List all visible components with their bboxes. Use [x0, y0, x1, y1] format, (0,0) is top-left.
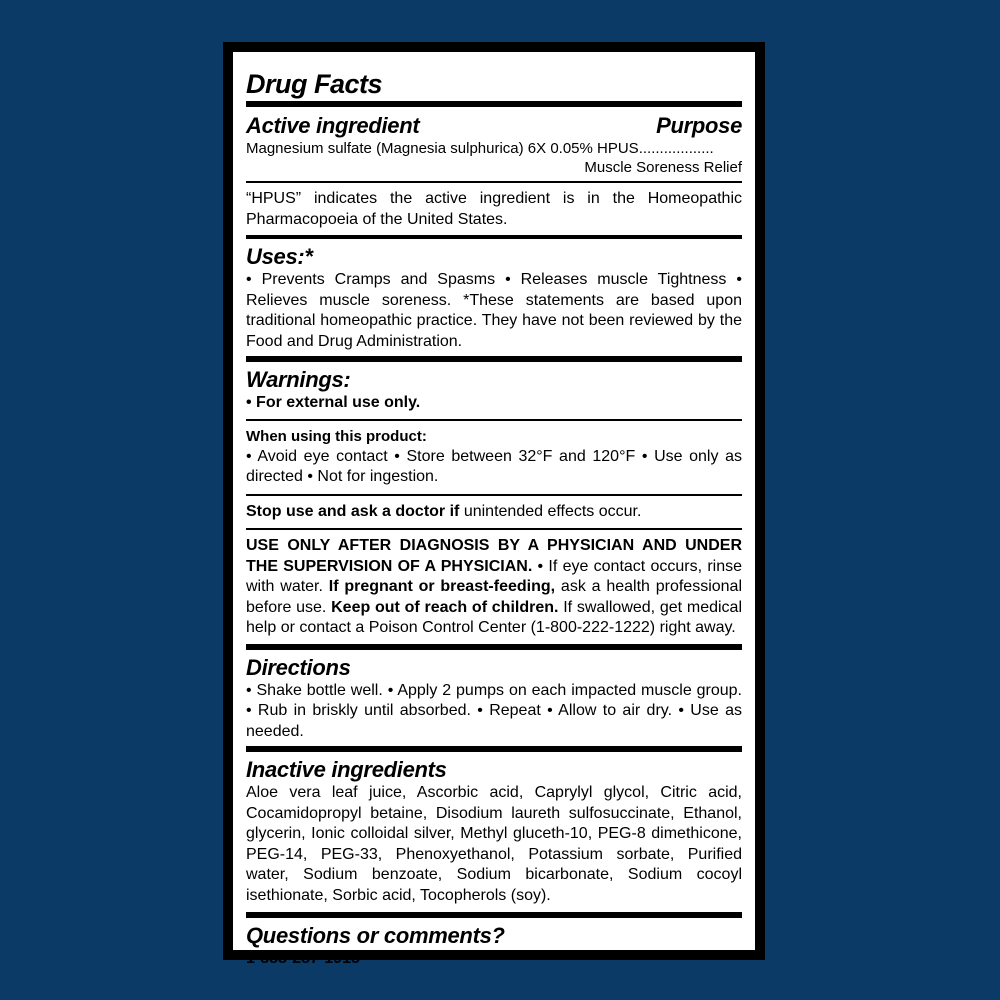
active-ingredient-text: Magnesium sulfate (Magnesia sulphurica) 6X 0.05% HPUS..................	[246, 140, 714, 157]
directions-text: • Shake bottle well. • Apply 2 pumps on each impacted muscle group. • Rub in briskly until absorbed. • Repeat • Allow to air dry. • Use as needed.	[246, 681, 742, 740]
physician-section	[246, 530, 742, 644]
children-bold: Keep out of reach of children.	[331, 598, 559, 616]
directions-section	[246, 650, 742, 747]
directions-heading: Directions	[246, 654, 351, 680]
drug-facts-title: Drug Facts	[246, 69, 383, 99]
hpus-note-section	[246, 183, 742, 235]
divider	[246, 101, 742, 107]
drug-facts-label-border	[223, 42, 765, 967]
pregnant-bold: If pregnant or breast-feeding,	[328, 578, 556, 595]
active-ingredient-heading: Active ingredient	[246, 113, 420, 138]
stop-use-bold: Stop use and ask a doctor if	[246, 502, 460, 520]
inactive-ingredients-heading: Inactive ingredients	[246, 757, 447, 782]
questions-phone: 1-888-287-1915	[246, 950, 360, 967]
when-using-heading: When using this product:	[246, 427, 427, 445]
children-detail: If swallowed, get medical help or contact a Poison Control Center (1-800-222-1222) right away.	[246, 598, 743, 636]
uses-heading: Uses:*	[246, 244, 313, 269]
drug-facts-label	[233, 52, 755, 967]
uses-text: • Prevents Cramps and Spasms • Releases muscle Tightness • Relieves muscle soreness. *These statements are based upon traditional homeopathic practice. They have not been reviewed by the Food and Drug Administration.	[246, 271, 742, 350]
physician-warning	[246, 536, 742, 639]
inactive-ingredients-text: Aloe vera leaf juice, Ascorbic acid, Caprylyl glycol, Citric acid, Cocamidopropyl betaine, Disodium laureth sulfosuccinate, Ethanol, glycerin, Ionic colloidal silver, Methyl gluceth-10, PEG-8 dimethicone, PEG-14, PEG-33, Phenoxyethanol, Potassium sorbate, Purified water, Sodium benzoate, Sodium bicarbonate, Sodium cocoyl isethionate, Sorbic acid, Tocopherols (soy).	[246, 784, 742, 904]
physician-detail: • If eye contact occurs, rinse with water.	[246, 557, 743, 595]
stop-use-section	[246, 496, 742, 529]
purpose-heading: Purpose	[656, 113, 742, 138]
questions-section	[246, 918, 742, 970]
inactive-ingredients-section	[246, 752, 742, 912]
pregnant-detail: ask a health professional before use.	[246, 578, 743, 616]
warnings-heading: Warnings:	[246, 367, 351, 392]
questions-heading: Questions or comments?	[246, 923, 505, 948]
uses-section	[246, 239, 742, 356]
hpus-note: “HPUS” indicates the active ingredient is in the Homeopathic Pharmacopoeia of the United States.	[246, 190, 742, 228]
warnings-section	[246, 362, 742, 419]
stop-use-detail: unintended effects occur.	[459, 502, 642, 520]
active-ingredient-section	[246, 113, 742, 181]
when-using-section	[246, 421, 742, 494]
active-ingredient-header	[246, 113, 742, 139]
stop-use-text	[246, 502, 742, 523]
when-using-text: • Avoid eye contact • Store between 32°F and 120°F • Use only as directed • Not for ingestion.	[246, 447, 742, 485]
purpose-text: Muscle Soreness Relief	[584, 159, 742, 176]
physician-bold: USE ONLY AFTER DIAGNOSIS BY A PHYSICIAN AND UNDER THE SUPERVISION OF A PHYSICIAN.	[246, 537, 742, 575]
external-use-warning: • For external use only.	[246, 394, 421, 411]
